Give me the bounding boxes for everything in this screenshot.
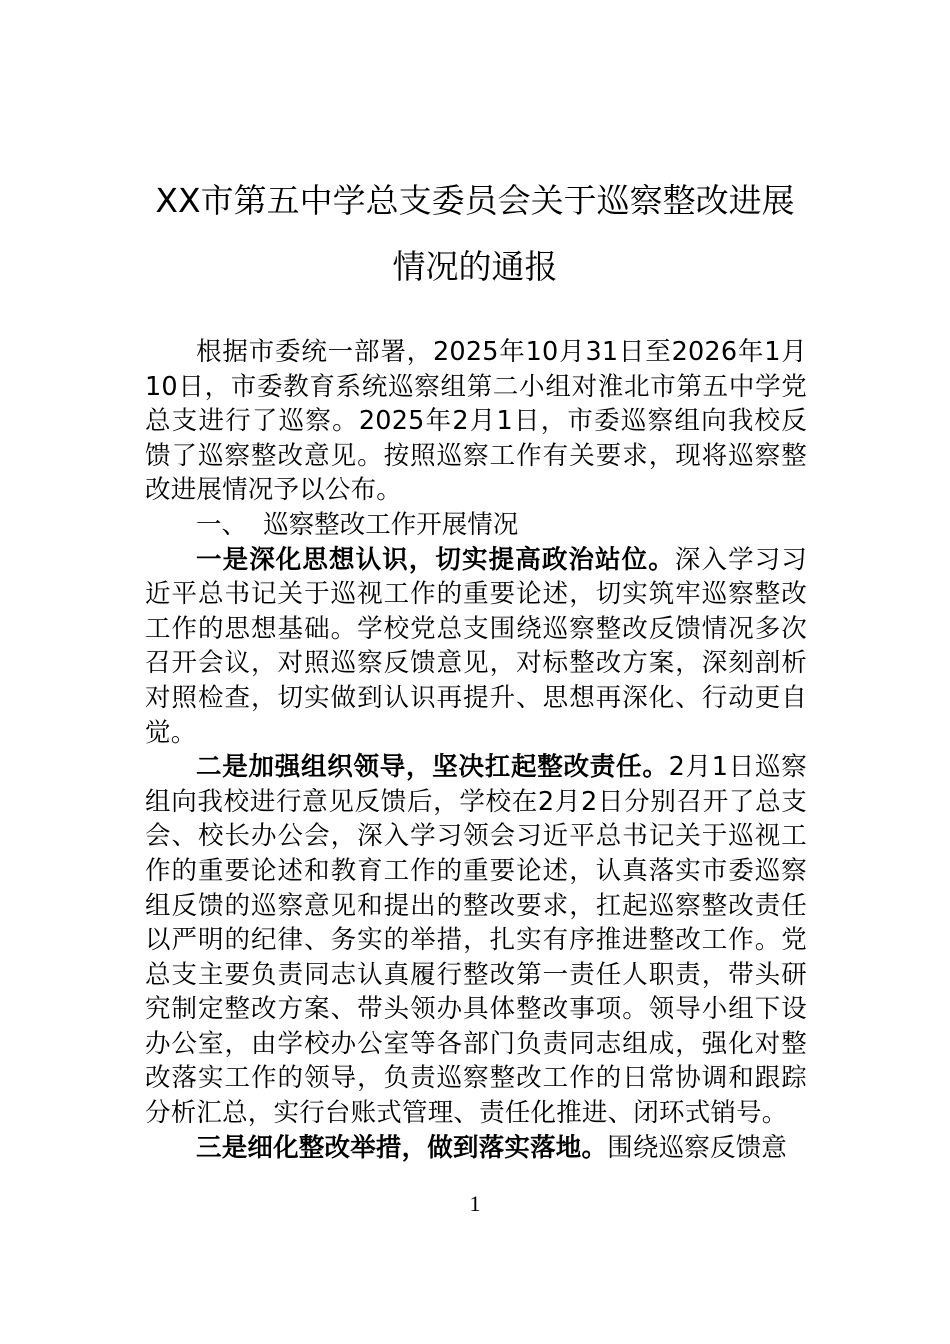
item-lead-1: 一是深化思想认识，切实提高政治站位。 <box>196 544 675 575</box>
item-text-2: 2月1日巡察组向我校进行意见反馈后，学校在2月2日分别召开了总支会、校长办公会，深入学习领会习近平总书记关于巡视工作的重要论述和教育工作的重要论述，认真落实市委巡察组反馈的巡察意见和提出的整改要求，扛起巡察整改责任以严明的纪律、务实的举措，扎实有序推进整改工作。党总支主要负责同志认真履行整改第一责任人职责，带头研究制定整改方案、带头领办具体整改事项。领导小组下设办公室，由学校办公室等各部门负责同志组成，强化对整改落实工作的领导，负责巡察整改工作的日常协调和跟踪分析汇总，实行台账式管理、责任化推进、闭环式销号。 <box>145 752 807 1129</box>
item-lead-3: 三是细化整改举措，做到落实落地。 <box>196 1132 608 1163</box>
section-heading: 一、 巡察整改工作开展情况 <box>196 509 519 540</box>
document-title: XX市第五中学总支委员会关于巡察整改进展情况的通报 <box>155 181 795 286</box>
document-body <box>145 335 807 1165</box>
item-lead-2: 二是加强组织领导，坚决扛起整改责任。 <box>196 752 669 783</box>
item-text-3: 围绕巡察反馈意 <box>607 1132 788 1163</box>
item-paragraph-1 <box>145 543 807 751</box>
page-number: 1 <box>469 1191 481 1216</box>
item-text-1: 深入学习习近平总书记关于巡视工作的重要论述，切实筑牢巡察整改工作的思想基础。学校党总支围绕巡察整改反馈情况多次召开会议，对照巡察反馈意见，对标整改方案，深刻剖析对照检查，切实做到认识再提升、思想再深化、行动更自觉。 <box>145 544 807 748</box>
item-paragraph-3 <box>145 1131 807 1166</box>
intro-paragraph: 根据市委统一部署，2025年10月31日至2026年1月10日，市委教育系统巡察组第二小组对淮北市第五中学党总支进行了巡察。2025年2月1日，市委巡察组向我校反馈了巡察整改意见。按照巡察工作有关要求，现将巡察整改进展情况予以公布。 <box>145 337 807 506</box>
item-paragraph-2 <box>145 750 807 1131</box>
